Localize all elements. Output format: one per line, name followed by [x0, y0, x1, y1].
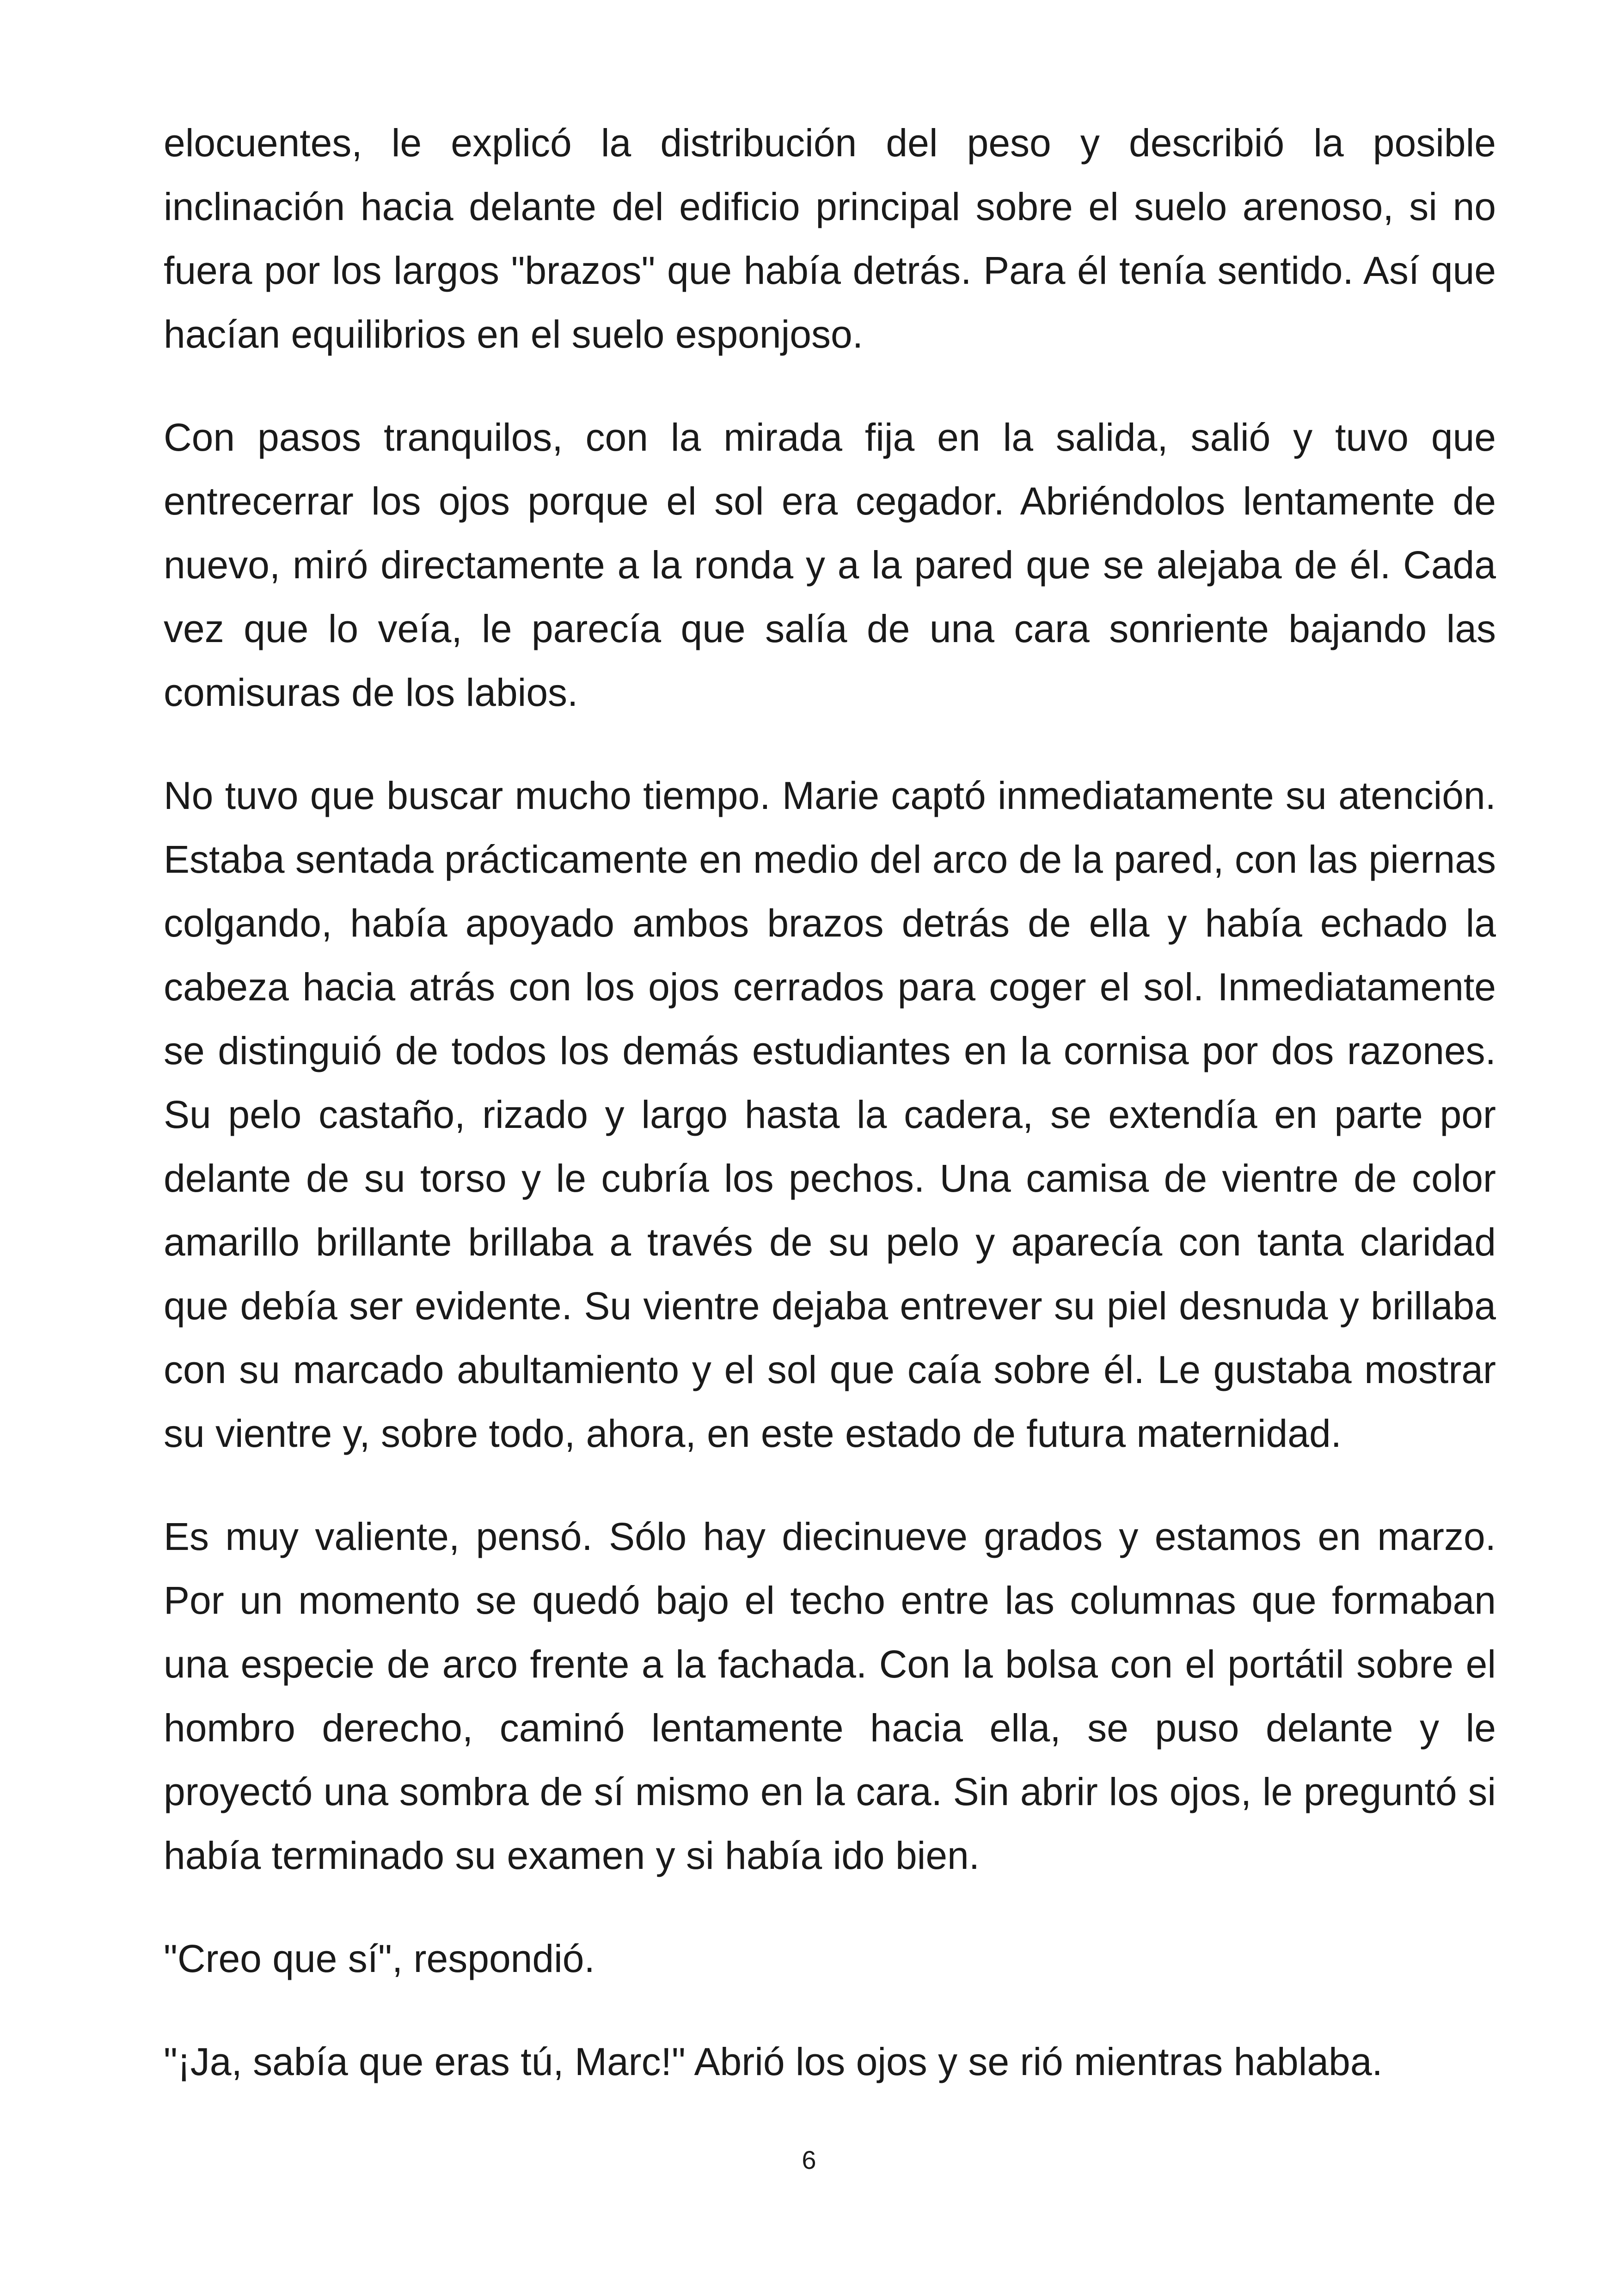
paragraph-6: "¡Ja, sabía que eras tú, Marc!" Abrió los ojos y se rió mientras hablaba.	[164, 2040, 1383, 2083]
paragraph-2: Con pasos tranquilos, con la mirada fija en la salida, salió y tuvo que entrecerrar los ojos porque el sol era cegador. Abriéndolos lentamente de nuevo, miró directamente a la ronda y a la pared que se alejaba de él. Cada vez que lo veía, le parecía que salía de una cara sonriente bajando las comisuras de los labios.	[164, 416, 1496, 714]
paragraph-5: "Creo que sí", respondió.	[164, 1937, 595, 1980]
paragraph-3: No tuvo que buscar mucho tiempo. Marie captó inmediatamente su atención. Estaba sentada prácticamente en medio del arco de la pared, con las piernas colgando, había apoyado ambos brazos detrás de ella y había echado la cabeza hacia atrás con los ojos cerrados para coger el sol. Inmediatamente se distinguió de todos los demás estudiantes en la cornisa por dos razones. Su pelo castaño, rizado y largo hasta la cadera, se extendía en parte por delante de su torso y le cubría los pechos. Una camisa de vientre de color amarillo brillante brillaba a través de su pelo y aparecía con tanta claridad que debía ser evidente. Su vientre dejaba entrever su piel desnuda y brillaba con su marcado abultamiento y el sol que caía sobre él. Le gustaba mostrar su vientre y, sobre todo, ahora, en este estado de futura maternidad.	[164, 774, 1496, 1455]
page-number: 6	[802, 2145, 816, 2174]
paragraph-1: elocuentes, le explicó la distribución del peso y describió la posible inclinación hacia delante del edificio principal sobre el suelo arenoso, si no fuera por los largos "brazos" que había detrás. Para él tenía sentido. Así que hacían equilibrios en el suelo esponjoso.	[164, 121, 1496, 356]
page-body	[164, 111, 1496, 2133]
paragraph-4: Es muy valiente, pensó. Sólo hay diecinueve grados y estamos en marzo. Por un momento se quedó bajo el techo entre las columnas que formaban una especie de arco frente a la fachada. Con la bolsa con el portátil sobre el hombro derecho, caminó lentamente hacia ella, se puso delante y le proyectó una sombra de sí mismo en la cara. Sin abrir los ojos, le preguntó si había terminado su examen y si había ido bien.	[164, 1515, 1496, 1877]
